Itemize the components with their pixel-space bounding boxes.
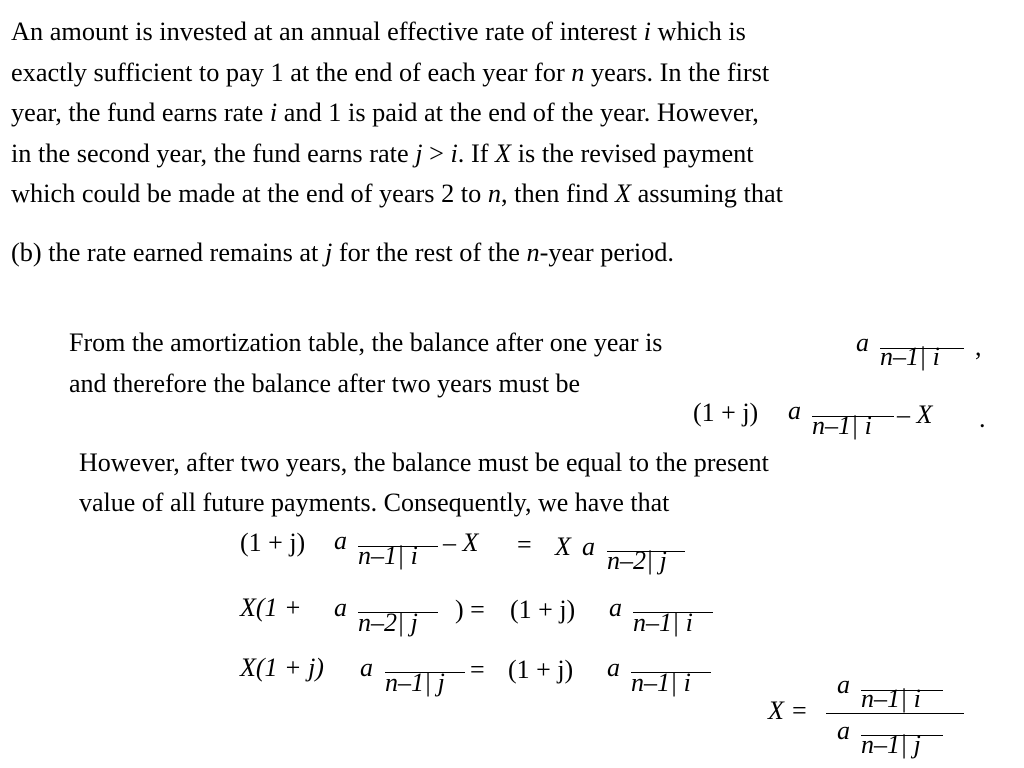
annuity-symbol: a [609, 593, 622, 622]
denominator-annuity-symbol: a [837, 716, 850, 745]
annuity-subscript: n–1| i [880, 342, 940, 371]
eq2-1pj: (1 + j) [510, 595, 576, 624]
annuity-symbol: a [788, 396, 801, 425]
final-lhs: X = [768, 696, 808, 725]
annuity-symbol: a [582, 532, 595, 561]
annuity-subscript: n–1| i [633, 608, 693, 637]
minus-x: – X [897, 400, 933, 429]
expr-1pj: (1 + j) [693, 398, 759, 427]
annuity-symbol: a [360, 653, 373, 682]
problem-line-1: An amount is invested at an annual effective rate of interest i which is [11, 17, 746, 46]
eq3-1pj: (1 + j) [508, 655, 574, 684]
problem-line-5: which could be made at the end of years 2 to n, then find X assuming that [11, 179, 783, 208]
annuity-symbol: a [856, 328, 869, 357]
part-b: (b) the rate earned remains at j for the rest of the n-year period. [11, 237, 674, 267]
solution-line-4: value of all future payments. Consequently, we have that [79, 488, 670, 517]
eq1-x: X [555, 532, 571, 561]
problem-line-2: exactly sufficient to pay 1 at the end of each year for n years. In the first [11, 57, 770, 87]
annuity-subscript: n–2| j [358, 608, 418, 637]
annuity-subscript: n–1| i [631, 668, 691, 697]
eq2-close: ) = [455, 595, 485, 624]
solution-line-2: and therefore the balance after two years must be [69, 369, 581, 398]
solution-line-1: From the amortization table, the balance after one year is [69, 328, 663, 357]
eq2-lhs: X(1 + [240, 593, 302, 622]
eq1-equals: = [517, 530, 532, 559]
fraction-bar [826, 713, 964, 714]
annuity-subscript: n–1| i [358, 541, 418, 570]
problem-line-3: year, the fund earns rate i and 1 is paid at the end of the year. However, [11, 98, 759, 127]
problem-statement [11, 12, 1021, 273]
annuity-symbol: a [607, 653, 620, 682]
numerator-subscript: n–1| i [861, 684, 921, 713]
annuity-subscript: n–2| j [607, 546, 667, 575]
problem-line-4: in the second year, the fund earns rate j > i. If X is the revised payment [11, 138, 754, 168]
annuity-symbol: a [334, 593, 347, 622]
annuity-subscript: n–1| i [812, 411, 872, 440]
solution-line-3: However, after two years, the balance must be equal to the present [79, 448, 769, 477]
denominator-subscript: n–1| j [861, 730, 921, 759]
eq1-1pj: (1 + j) [240, 528, 306, 557]
eq3-equals: = [470, 655, 485, 684]
annuity-subscript: n–1| j [385, 668, 445, 697]
annuity-symbol: a [334, 526, 347, 555]
eq3-lhs: X(1 + j) [240, 653, 324, 682]
eq1-minus-x: – X [443, 528, 479, 557]
period: . [979, 404, 986, 433]
numerator-annuity-symbol: a [837, 670, 850, 699]
comma: , [975, 332, 982, 361]
